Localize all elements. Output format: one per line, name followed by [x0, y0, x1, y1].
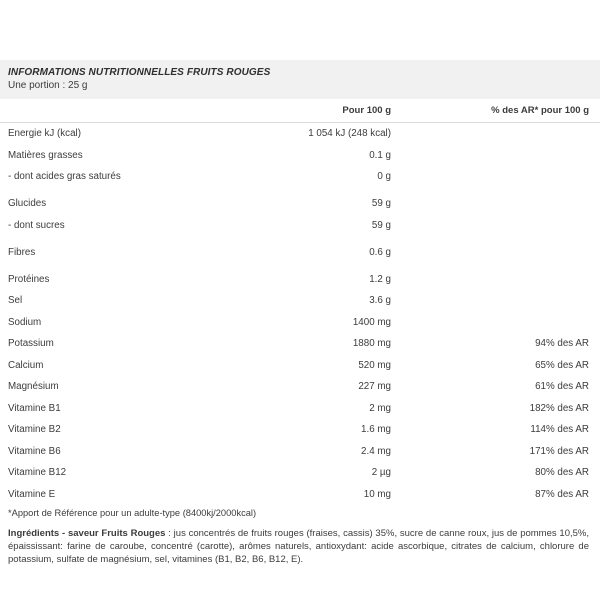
table-row	[0, 166, 600, 188]
row-percent: 80% des AR	[535, 467, 589, 479]
table-row	[0, 145, 600, 167]
row-label: - dont sucres	[8, 219, 65, 231]
table-row	[0, 355, 600, 377]
row-label: Magnésium	[8, 381, 59, 393]
row-label: - dont acides gras saturés	[8, 171, 121, 183]
nutrition-header	[0, 60, 600, 99]
row-value: 3.6 g	[369, 295, 391, 307]
row-value: 1880 mg	[352, 338, 391, 350]
table-row	[0, 193, 600, 215]
table-row	[0, 312, 600, 334]
row-value: 0.1 g	[369, 149, 391, 161]
row-value: 0 g	[377, 171, 391, 183]
row-value: 1400 mg	[352, 316, 391, 328]
row-value: 1 054 kJ (248 kcal)	[308, 128, 391, 140]
ingredients-lead: Ingrédients - saveur Fruits Rouges	[8, 528, 166, 539]
row-percent: 65% des AR	[535, 359, 589, 371]
table-row	[0, 376, 600, 398]
row-value: 0.6 g	[369, 246, 391, 258]
row-percent: 182% des AR	[529, 402, 589, 414]
nutrition-title: INFORMATIONS NUTRITIONNELLES FRUITS ROUGES	[8, 67, 271, 78]
row-label: Vitamine E	[8, 488, 56, 500]
row-label: Energie kJ (kcal)	[8, 128, 81, 140]
row-value: 1.6 mg	[361, 424, 391, 436]
row-label: Vitamine B6	[8, 445, 61, 457]
row-label: Sodium	[8, 316, 42, 328]
row-value: 2 µg	[371, 467, 391, 479]
row-label: Potassium	[8, 338, 54, 350]
portion-size: Une portion : 25 g	[8, 80, 88, 91]
row-label: Vitamine B1	[8, 402, 61, 414]
table-row	[0, 462, 600, 484]
table-row	[0, 269, 600, 291]
row-percent: 114% des AR	[530, 424, 589, 436]
row-label: Vitamine B2	[8, 424, 61, 436]
row-value: 2 mg	[369, 402, 391, 414]
row-value: 227 mg	[358, 381, 391, 393]
ingredients-text: : jus concentrés de fruits rouges (fraises, cassis) 35%, sucre de canne roux, jus de pommes 10,5%, épaississant: farine de caroube, concentré (carotte), arômes naturels, antioxydant: acide ascorbique, citrates de calcium, chlorure de potassium, sulfate de magnésium, sel, vitamines (B1, B2, B6, B12, E).	[8, 528, 589, 565]
table-row	[0, 484, 600, 506]
ingredients-paragraph	[8, 527, 589, 566]
percent-column-header: % des AR* pour 100 g	[491, 105, 589, 116]
table-row	[0, 123, 600, 145]
table-row	[0, 215, 600, 237]
value-column-header: Pour 100 g	[342, 105, 391, 116]
row-label: Fibres	[8, 246, 36, 258]
row-label: Vitamine B12	[8, 467, 67, 479]
table-row	[0, 333, 600, 355]
row-label: Calcium	[8, 359, 44, 371]
table-row	[0, 398, 600, 420]
row-value: 2.4 mg	[361, 445, 391, 457]
table-row	[0, 242, 600, 264]
row-label: Glucides	[8, 198, 47, 210]
table-row	[0, 290, 600, 312]
table-row	[0, 441, 600, 463]
row-value: 1.2 g	[369, 273, 391, 285]
row-label: Protéines	[8, 273, 50, 285]
row-label: Matières grasses	[8, 149, 83, 161]
row-value: 59 g	[371, 198, 391, 210]
row-value: 10 mg	[363, 488, 391, 500]
column-header-row	[0, 99, 600, 123]
table-row	[0, 419, 600, 441]
nutrition-table	[0, 123, 600, 505]
row-percent: 61% des AR	[535, 381, 589, 393]
reference-footnote: *Apport de Référence pour un adulte-type (8400kj/2000kcal)	[8, 508, 257, 518]
row-percent: 171% des AR	[529, 445, 589, 457]
row-label: Sel	[8, 295, 23, 307]
row-value: 520 mg	[358, 359, 391, 371]
row-value: 59 g	[371, 219, 391, 231]
row-percent: 94% des AR	[535, 338, 589, 350]
row-percent: 87% des AR	[535, 488, 589, 500]
